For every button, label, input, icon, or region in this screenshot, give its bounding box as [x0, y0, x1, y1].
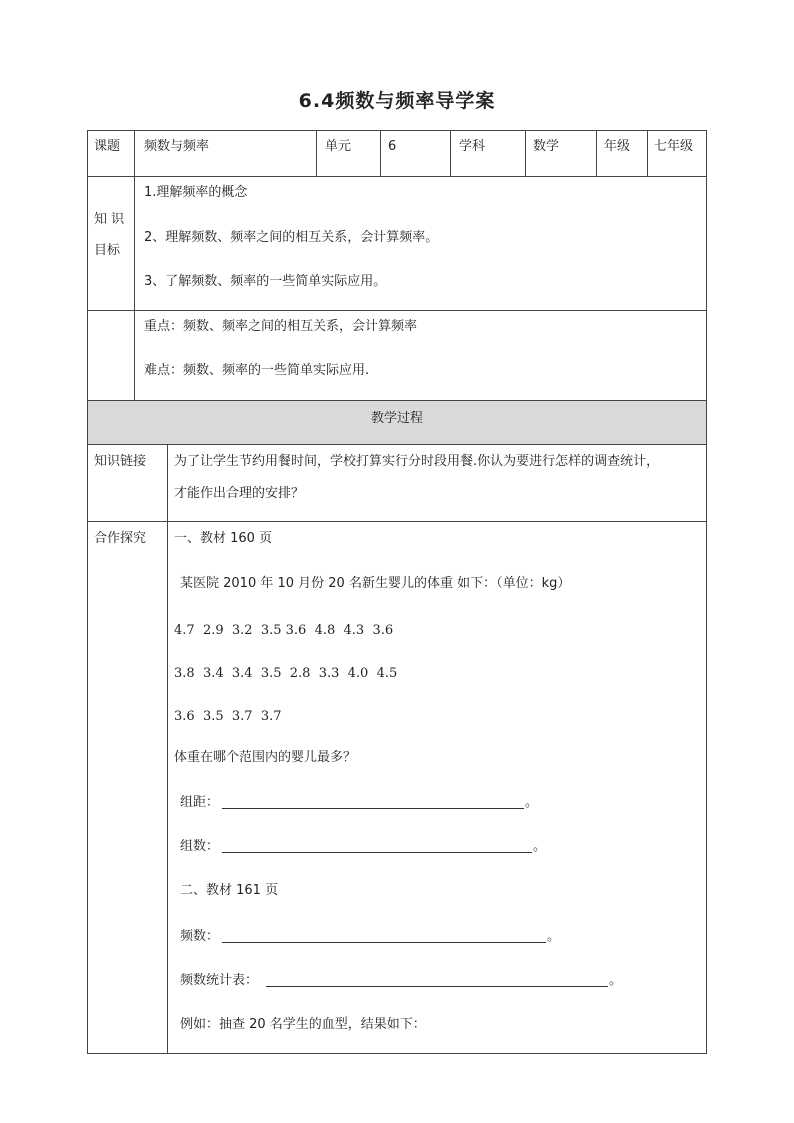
explore-label: 合作探究	[94, 531, 147, 546]
group-count-label: 组数：	[180, 839, 220, 854]
example-text: 例如：抽查 20 名学生的血型，结果如下：	[180, 1017, 426, 1032]
row-divider	[87, 444, 707, 445]
goal-item: 3、了解频数、频率的一些简单实际应用。	[144, 274, 387, 289]
group-distance-label: 组距：	[180, 795, 220, 810]
topic-value: 频数与频率	[144, 139, 210, 154]
frequency-table-blank[interactable]	[266, 986, 608, 987]
col-divider	[134, 130, 135, 176]
group-distance-blank[interactable]	[222, 808, 524, 809]
row-divider	[87, 521, 707, 522]
blank-end-mark: 。	[609, 973, 623, 988]
section-heading-160: 一、教材 160 页	[174, 531, 273, 546]
goal-item: 2、理解频数、频率之间的相互关系，会计算频率。	[144, 230, 439, 245]
col-divider	[647, 130, 648, 176]
blank-end-mark: 。	[525, 795, 539, 810]
data-row: 3.6 3.5 3.7 3.7	[174, 709, 282, 724]
col-divider	[167, 444, 168, 1054]
problem-intro: 某医院 2010 年 10 月份 20 名新生婴儿的体重 如下：（单位：kg）	[180, 576, 571, 591]
col-divider	[134, 176, 135, 400]
topic-label: 课题	[94, 139, 121, 154]
col-divider	[380, 130, 381, 176]
unit-label: 单元	[325, 139, 352, 154]
key-point: 重点：频数、频率之间的相互关系，会计算频率	[144, 319, 418, 334]
difficulty-point: 难点：频数、频率的一些简单实际应用.	[144, 363, 370, 378]
grade-value: 七年级	[654, 139, 694, 154]
grade-label: 年级	[604, 139, 631, 154]
group-count-blank[interactable]	[222, 852, 532, 853]
data-row: 4.7 2.9 3.2 3.5 3.6 4.8 4.3 3.6	[174, 623, 394, 638]
frequency-blank[interactable]	[222, 942, 546, 943]
col-divider	[525, 130, 526, 176]
goals-label-line1: 知 识	[94, 212, 125, 227]
lesson-table	[87, 130, 707, 1054]
process-heading: 教学过程	[370, 411, 423, 426]
row-divider	[87, 176, 707, 177]
data-row: 3.8 3.4 3.4 3.5 2.8 3.3 4.0 4.5	[174, 666, 398, 681]
col-divider	[596, 130, 597, 176]
blank-end-mark: 。	[547, 929, 561, 944]
col-divider	[316, 130, 317, 176]
subject-value: 数学	[533, 139, 560, 154]
frequency-table-label: 频数统计表：	[180, 973, 259, 988]
page-title: 6.4频数与频率导学案	[298, 90, 496, 112]
frequency-label: 频数：	[180, 929, 220, 944]
row-divider	[87, 310, 707, 311]
subject-label: 学科	[459, 139, 486, 154]
section-heading-161: 二、教材 161 页	[180, 883, 279, 898]
unit-value: 6	[388, 139, 397, 154]
question-text: 体重在哪个范围内的婴儿最多？	[174, 750, 357, 765]
goal-item: 1.理解频率的概念	[144, 185, 248, 200]
link-text-line1: 为了让学生节约用餐时间，学校打算实行分时段用餐.你认为要进行怎样的调查统计，	[174, 454, 660, 469]
goals-label-line2: 目标	[94, 243, 121, 258]
link-label: 知识链接	[94, 454, 147, 469]
blank-end-mark: 。	[533, 839, 547, 854]
link-text-line2: 才能作出合理的安排？	[174, 486, 305, 501]
col-divider	[450, 130, 451, 176]
